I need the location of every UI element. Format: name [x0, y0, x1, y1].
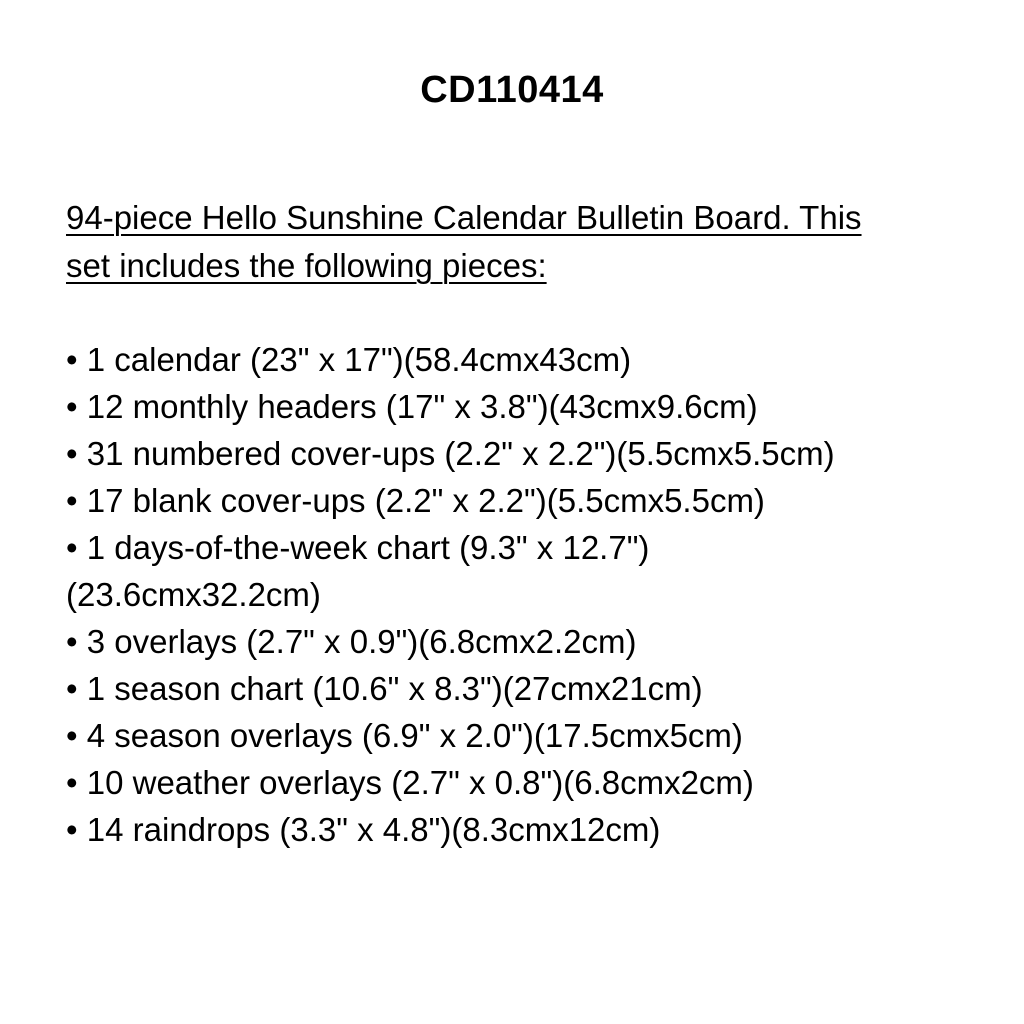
- bullet-icon: •: [66, 764, 78, 801]
- list-item: [66, 665, 986, 712]
- list-item: [66, 712, 986, 759]
- bullet-icon: •: [66, 811, 78, 848]
- list-item-text: 14 raindrops (3.3" x 4.8")(8.3cmx12cm): [86, 811, 661, 848]
- bullet-icon: •: [66, 388, 78, 425]
- bullet-icon: •: [66, 529, 78, 566]
- list-item: [66, 383, 986, 430]
- list-item-continuation: [66, 571, 986, 618]
- bullet-icon: •: [66, 670, 78, 707]
- list-item: [66, 477, 986, 524]
- product-code-title: CD110414: [420, 69, 604, 111]
- list-item: [66, 806, 986, 853]
- intro-line: set includes the following pieces:: [66, 247, 547, 284]
- list-item-text: 4 season overlays (6.9" x 2.0")(17.5cmx5cm): [86, 717, 743, 754]
- list-item-text: 3 overlays (2.7" x 0.9")(6.8cmx2.2cm): [86, 623, 637, 660]
- bullet-icon: •: [66, 341, 78, 378]
- list-item-text: (23.6cmx32.2cm): [66, 576, 321, 613]
- intro-paragraph: [66, 194, 986, 290]
- list-item-text: 31 numbered cover-ups (2.2" x 2.2")(5.5cmx5.5cm): [86, 435, 835, 472]
- list-item: [66, 524, 986, 571]
- bullet-icon: •: [66, 623, 78, 660]
- list-item-text: 17 blank cover-ups (2.2" x 2.2")(5.5cmx5.5cm): [86, 482, 765, 519]
- bullet-icon: •: [66, 717, 78, 754]
- list-item-text: 10 weather overlays (2.7" x 0.8")(6.8cmx2cm): [86, 764, 754, 801]
- list-item-text: 1 season chart (10.6" x 8.3")(27cmx21cm): [86, 670, 703, 707]
- list-item: [66, 336, 986, 383]
- list-item-text: 1 days-of-the-week chart (9.3" x 12.7"): [86, 529, 650, 566]
- bullet-icon: •: [66, 435, 78, 472]
- list-item-text: 12 monthly headers (17" x 3.8")(43cmx9.6cm): [86, 388, 758, 425]
- pieces-list: [66, 336, 986, 853]
- bullet-icon: •: [66, 482, 78, 519]
- list-item: [66, 618, 986, 665]
- list-item: [66, 430, 986, 477]
- list-item-text: 1 calendar (23" x 17")(58.4cmx43cm): [86, 341, 632, 378]
- list-item: [66, 759, 986, 806]
- intro-line: 94-piece Hello Sunshine Calendar Bulletin Board. This: [66, 199, 862, 236]
